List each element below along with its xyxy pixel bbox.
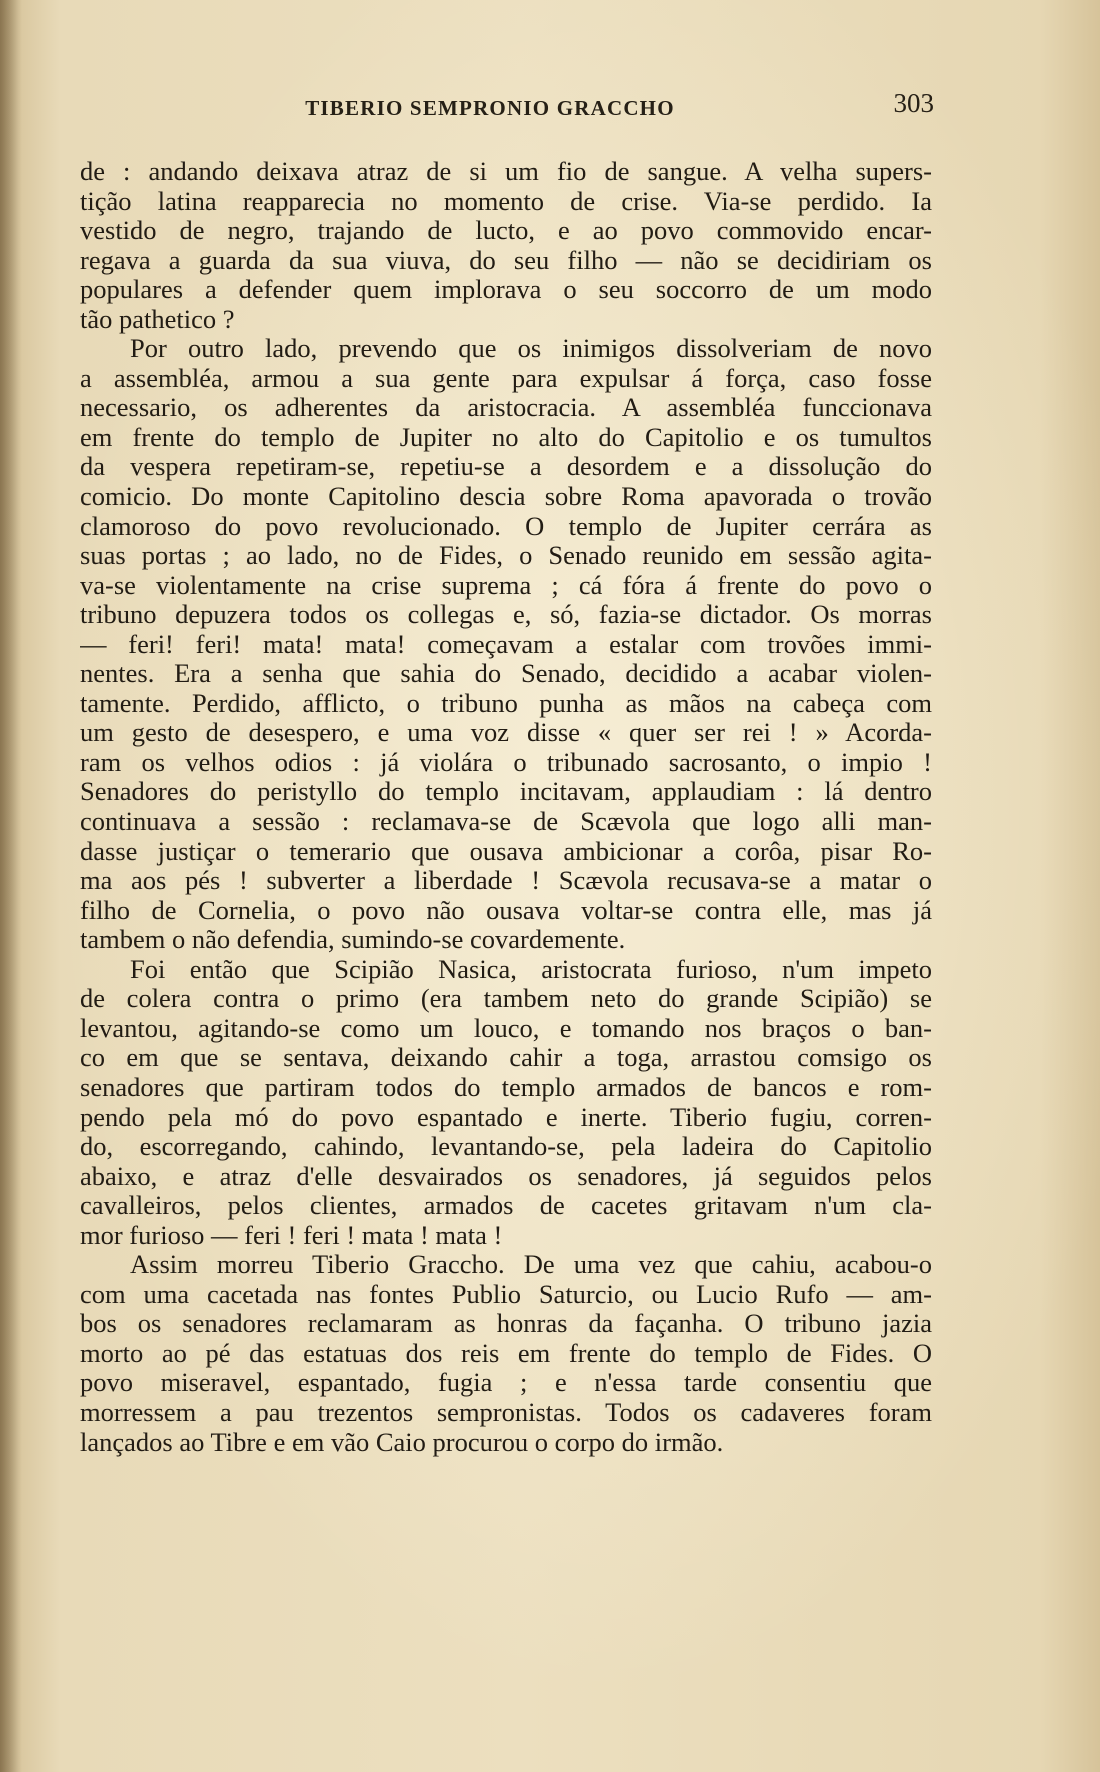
text-line: lançados ao Tibre e em vão Caio procurou o corpo do irmão. xyxy=(80,1427,724,1457)
text-line: Foi então que Scipião Nasica, aristocrata furioso, n'um impeto xyxy=(130,954,932,984)
text-line: do, escorregando, cahindo, levantando-se, pela ladeira do Capitolio xyxy=(80,1132,932,1162)
text-line: tambem o não defendia, sumindo-se covardemente. xyxy=(80,925,626,955)
text-line: de : andando deixava atraz de si um fio de sangue. A velha supers- xyxy=(80,157,932,186)
text-line: tição latina reapparecia no momento de crise. Via-se perdido. Ia xyxy=(80,186,932,216)
text-line: — feri! feri! mata! mata! começavam a estalar com trovões immi- xyxy=(80,629,932,659)
text-line: um gesto de desespero, e uma voz disse « quer ser rei ! » Acorda- xyxy=(80,718,932,748)
text-line: regava a guarda da sua viuva, do seu filho — não se decidiriam os xyxy=(80,245,932,275)
text-line: dasse justiçar o temerario que ousava ambicionar a corôa, pisar Ro- xyxy=(80,836,932,866)
text-line: senadores que partiram todos do templo armados de bancos e rom- xyxy=(80,1072,932,1102)
text-line: tamente. Perdido, afflicto, o tribuno punha as mãos na cabeça com xyxy=(80,688,932,718)
text-line: co em que se sentava, deixando cahir a toga, arrastou comsigo os xyxy=(80,1043,932,1073)
text-line: clamoroso do povo revolucionado. O templo de Jupiter cerrára as xyxy=(80,511,932,541)
text-line: necessario, os adherentes da aristocracia. A assembléa funccionava xyxy=(80,393,932,423)
text-line: da vespera repetiram-se, repetiu-se a desordem e a dissolução do xyxy=(80,452,932,482)
text-line: morto ao pé das estatuas dos reis em frente do templo de Fides. O xyxy=(80,1338,932,1368)
text-line: morressem a pau trezentos sempronistas. Todos os cadaveres foram xyxy=(80,1397,932,1427)
text-line: filho de Cornelia, o povo não ousava voltar-se contra elle, mas já xyxy=(80,895,932,925)
text-line: Assim morreu Tiberio Graccho. De uma vez que cahiu, acabou-o xyxy=(130,1250,932,1280)
text-line: em frente do templo de Jupiter no alto do Capitolio e os tumultos xyxy=(80,422,932,452)
text-line: mor furioso — feri ! feri ! mata ! mata ! xyxy=(80,1220,503,1250)
text-line: suas portas ; ao lado, no de Fides, o Senado reunido em sessão agita- xyxy=(80,541,932,571)
text-line: va-se violentamente na crise suprema ; cá fóra á frente do povo o xyxy=(80,570,932,600)
page-header xyxy=(80,86,932,122)
text-line: populares a defender quem implorava o seu soccorro de um modo xyxy=(80,275,932,305)
text-line: abaixo, e atraz d'elle desvairados os senadores, já seguidos pelos xyxy=(80,1161,932,1191)
text-line: pendo pela mó do povo espantado e inerte. Tiberio fugiu, corren- xyxy=(80,1102,932,1132)
page-number: 303 xyxy=(893,88,934,118)
text-line: bos os senadores reclamaram as honras da façanha. O tribuno jazia xyxy=(80,1309,932,1339)
text-line: vestido de negro, trajando de lucto, e ao povo commovido encar- xyxy=(80,216,932,246)
text-line: com uma cacetada nas fontes Publio Saturcio, ou Lucio Rufo — am- xyxy=(80,1279,932,1309)
text-line: continuava a sessão : reclamava-se de Scævola que logo alli man- xyxy=(80,807,932,837)
body-text xyxy=(80,157,932,1457)
text-line: ma aos pés ! subverter a liberdade ! Scævola recusava-se a matar o xyxy=(80,866,932,896)
text-line: a assembléa, armou a sua gente para expulsar á força, caso fosse xyxy=(80,363,932,393)
text-line: povo miseravel, espantado, fugia ; e n'essa tarde consentiu que xyxy=(80,1368,932,1398)
text-line: Senadores do peristyllo do templo incitavam, applaudiam : lá dentro xyxy=(80,777,932,807)
text-line: tribuno depuzera todos os collegas e, só, fazia-se dictador. Os morras xyxy=(80,600,932,630)
text-line: comicio. Do monte Capitolino descia sobre Roma apavorada o trovão xyxy=(80,482,932,512)
text-line: cavalleiros, pelos clientes, armados de cacetes gritavam n'um cla- xyxy=(80,1191,932,1221)
text-line: levantou, agitando-se como um louco, e tomando nos braços o ban- xyxy=(80,1013,932,1043)
text-line: Por outro lado, prevendo que os inimigos dissolveriam de novo xyxy=(130,334,932,364)
text-line: de colera contra o primo (era tambem neto do grande Scipião) se xyxy=(80,984,932,1014)
text-line: tão pathetico ? xyxy=(80,304,235,334)
text-line: nentes. Era a senha que sahia do Senado, decidido a acabar violen- xyxy=(80,659,932,689)
text-line: ram os velhos odios : já violára o tribunado sacrosanto, o impio ! xyxy=(80,747,932,777)
binding-shadow xyxy=(0,0,22,1772)
running-title: TIBERIO SEMPRONIO GRACCHO xyxy=(305,96,675,120)
